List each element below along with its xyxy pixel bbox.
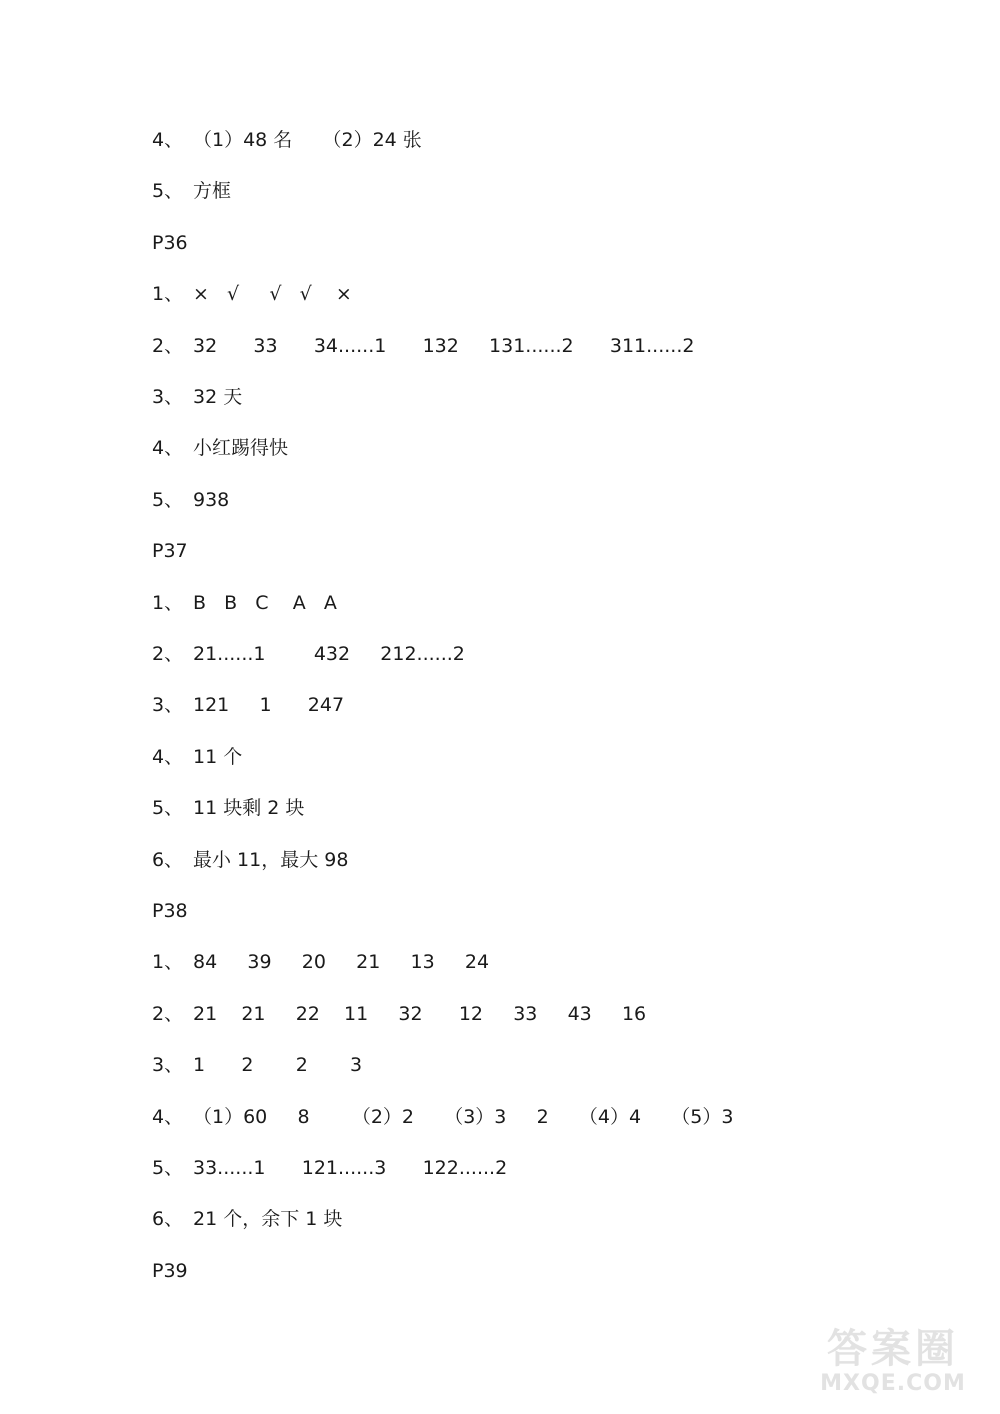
page-heading: P39 — [152, 1259, 188, 1282]
question-number: 2、 — [152, 643, 184, 665]
question-number: 5、 — [152, 1157, 184, 1179]
answer-line — [152, 434, 288, 462]
answer-line — [152, 1103, 733, 1131]
question-number: 2、 — [152, 334, 184, 357]
question-number: 1、 — [152, 951, 184, 974]
question-number: 4、 — [152, 1105, 184, 1128]
answer-text: B B C A A — [193, 591, 337, 614]
answer-text: 21 个，余下 1 块 — [193, 1208, 343, 1231]
question-number: 4、 — [152, 745, 184, 768]
question-number: 2、 — [152, 1002, 184, 1025]
watermark-url: MXQE.COM — [820, 1371, 966, 1396]
question-number: 1、 — [152, 591, 184, 614]
question-number: 3、 — [152, 694, 184, 717]
answer-line — [152, 280, 352, 308]
answer-line — [152, 486, 229, 514]
answer-text: 21 21 22 11 32 12 33 43 16 — [193, 1002, 647, 1025]
answer-line — [152, 589, 337, 617]
question-number: 6、 — [152, 1208, 184, 1231]
answer-line — [152, 948, 489, 976]
answer-text: 32 天 — [193, 386, 243, 408]
answer-line — [152, 794, 304, 822]
question-number: 1、 — [152, 283, 184, 306]
answer-text: 33......1 121......3 122......2 — [193, 1157, 508, 1179]
answer-text: 938 — [193, 488, 230, 511]
answer-line — [152, 1154, 507, 1182]
answer-text: 121 1 247 — [193, 694, 345, 717]
answer-text: 1 2 2 3 — [193, 1054, 363, 1077]
watermark-logo: 答案圈 — [827, 1326, 959, 1372]
page-heading: P36 — [152, 231, 188, 254]
answer-text: × √ √ √ × — [193, 283, 352, 306]
answer-text: （1）48 名 （2）24 张 — [193, 129, 422, 151]
answer-text: 最小 11，最大 98 — [193, 848, 349, 871]
question-number: 6、 — [152, 848, 184, 871]
answer-line — [152, 177, 231, 205]
answer-line — [152, 126, 422, 154]
question-number: 5、 — [152, 180, 184, 203]
answer-text: 84 39 20 21 13 24 — [193, 951, 490, 974]
answer-line — [152, 1051, 362, 1079]
question-number: 4、 — [152, 437, 184, 460]
page-heading: P38 — [152, 900, 188, 922]
answer-line — [152, 1000, 646, 1028]
answer-line — [152, 640, 465, 668]
watermark — [798, 1326, 988, 1406]
answer-text: （1）60 8 （2）2 （3）3 2 （4）4 （5）3 — [193, 1105, 734, 1128]
answer-line — [152, 691, 344, 719]
question-number: 5、 — [152, 488, 184, 511]
question-number: 4、 — [152, 129, 184, 151]
answer-line — [152, 383, 242, 411]
answer-line — [152, 846, 348, 874]
answer-line — [152, 743, 242, 771]
answer-line — [152, 1205, 342, 1233]
answer-line — [152, 332, 694, 360]
answer-text: 小红踢得快 — [193, 437, 289, 460]
question-number: 3、 — [152, 1054, 184, 1077]
question-number: 5、 — [152, 797, 184, 820]
answer-text: 11 个 — [193, 745, 243, 768]
answer-text: 11 块剩 2 块 — [193, 797, 305, 820]
page-heading: P37 — [152, 540, 188, 563]
question-number: 3、 — [152, 386, 184, 408]
answer-text: 21......1 432 212......2 — [193, 643, 465, 665]
answer-text: 方框 — [193, 180, 232, 203]
answer-text: 32 33 34......1 132 131......2 311......2 — [193, 334, 695, 357]
